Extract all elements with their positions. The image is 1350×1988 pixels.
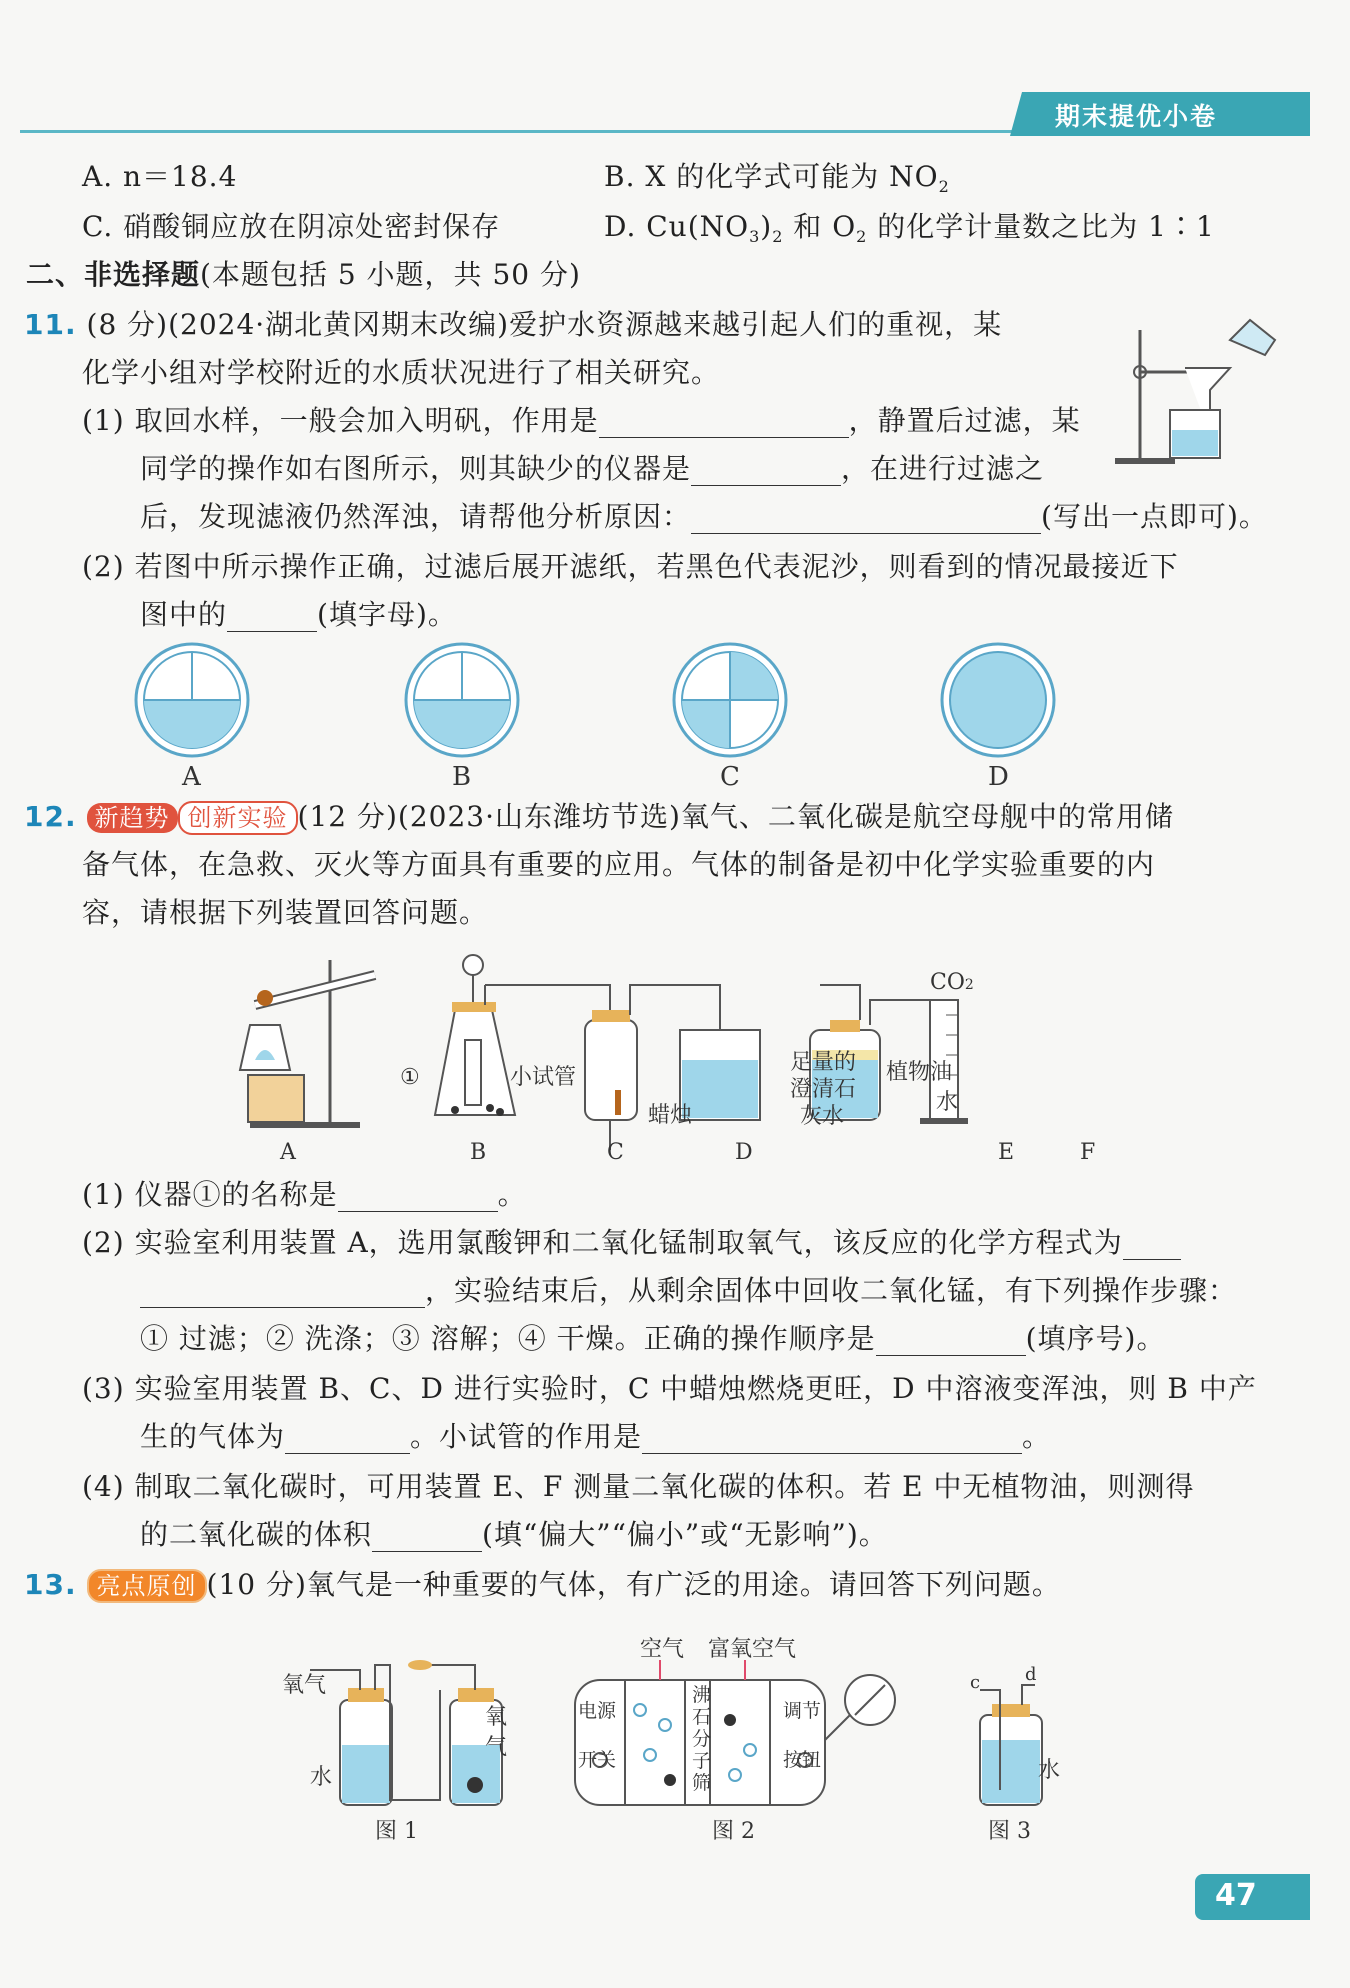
q11-line2: 化学小组对学校附近的水质状况进行了相关研究。 xyxy=(82,356,721,389)
apparatus-e: E xyxy=(998,1140,1015,1165)
q12-p4-line1: (4) 制取二氧化碳时，可用装置 E、F 测量二氧化碳的体积。若 E 中无植物油，则测得 xyxy=(82,1470,1195,1503)
figure-3 xyxy=(960,1680,1070,1810)
q12-p2-line3: ① 过滤；② 洗涤；③ 溶解；④ 干燥。正确的操作顺序是 (填序号)。 xyxy=(140,1322,1166,1355)
fig2-adjust-1: 调节 xyxy=(783,1700,822,1722)
q13-line1: 13. 亮点原创 (10 分)氧气是一种重要的气体，有广泛的用途。请回答下列问题。 xyxy=(24,1568,1061,1601)
section-tab-label: 期末提优小卷 xyxy=(1055,102,1218,131)
fig2-power-2: 开关 xyxy=(578,1749,617,1771)
circle-d xyxy=(942,644,1054,756)
q12-p3-line2: 生的气体为 。小试管的作用是 。 xyxy=(140,1420,1052,1453)
circle-c xyxy=(674,644,786,756)
fig2-rich-air: 富氧空气 xyxy=(708,1637,797,1662)
label-water-e: 水 xyxy=(936,1090,959,1115)
fig2-air: 空气 xyxy=(640,1637,685,1662)
page-number: 47 xyxy=(1215,1878,1257,1913)
q11-line1: 11. (8 分)(2024·湖北黄冈期末改编)爱护水资源越来越引起人们的重视，某 xyxy=(24,308,1003,341)
circle-b xyxy=(406,644,518,756)
fig2-sieve-4: 子 xyxy=(692,1750,712,1772)
q12-p4-line2: 的二氧化碳的体积 (填“偏大”“偏小”或“无影响”)。 xyxy=(140,1518,888,1551)
fig2-sieve-2: 石 xyxy=(692,1706,712,1728)
circle-label-b: B xyxy=(452,762,472,792)
label-limewater-3: 灰水 xyxy=(800,1104,845,1129)
apparatus-d: D xyxy=(735,1140,753,1165)
label-small-tube: 小试管 xyxy=(510,1065,577,1090)
fig2-sieve-5: 筛 xyxy=(692,1772,712,1794)
circle-a xyxy=(136,644,248,756)
fig1-oxygen-right-1: 氧 xyxy=(485,1705,508,1730)
apparatus-f: F xyxy=(1080,1140,1096,1165)
q11-p2-line1: (2) 若图中所示操作正确，过滤后展开滤纸，若黑色代表泥沙，则看到的情况最接近下 xyxy=(82,550,1179,583)
fig1-oxygen-right-2: 气 xyxy=(485,1735,508,1760)
label-limewater-2: 澄清石 xyxy=(790,1077,857,1102)
filtration-diagram xyxy=(1100,300,1280,470)
label-co2: CO2 xyxy=(930,970,974,995)
figure-2 xyxy=(570,1660,900,1810)
apparatus-diagram xyxy=(230,950,1130,1170)
q12-p1: (1) 仪器①的名称是 。 xyxy=(82,1178,527,1211)
option-c: C. 硝酸铜应放在阴凉处密封保存 xyxy=(82,210,501,243)
fig3-caption: 图 3 xyxy=(988,1819,1031,1844)
q11-p1-line1: (1) 取回水样，一般会加入明矾，作用是 ，静置后过滤，某 xyxy=(82,404,1081,437)
section-title: 二、非选择题(本题包括 5 小题，共 50 分) xyxy=(26,258,581,291)
q12-line3: 容，请根据下列装置回答问题。 xyxy=(82,896,489,929)
option-a: A. n＝18.4 xyxy=(82,160,238,193)
q12-line2: 备气体，在急救、灭火等方面具有重要的应用。气体的制备是初中化学实验重要的内 xyxy=(82,848,1156,881)
fig1-caption: 图 1 xyxy=(375,1819,418,1844)
label-vegetable-oil: 植物油 xyxy=(886,1060,953,1085)
label-limewater-1: 足量的 xyxy=(790,1050,857,1075)
fig3-d: d xyxy=(1025,1664,1037,1685)
fig2-power-1: 电源 xyxy=(578,1700,617,1722)
label-candle: 蜡烛 xyxy=(648,1103,693,1128)
q11-p1-line2: 同学的操作如右图所示，则其缺少的仪器是 ，在进行过滤之 xyxy=(140,452,1045,485)
fig3-water: 水 xyxy=(1038,1758,1061,1783)
fig2-sieve-1: 沸 xyxy=(692,1684,712,1706)
q11-p1-line3: 后，发现滤液仍然浑浊，请帮他分析原因： (写出一点即可)。 xyxy=(140,500,1268,533)
option-b: B. X 的化学式可能为 $NO_2$ xyxy=(604,160,950,196)
fig2-sieve-3: 分 xyxy=(692,1728,712,1750)
fig3-c: c xyxy=(970,1672,981,1693)
fig1-oxygen-left: 氧气 xyxy=(282,1673,327,1698)
q11-p2-line2: 图中的 (填字母)。 xyxy=(140,598,457,631)
badge-original: 亮点原创 xyxy=(87,1569,207,1603)
circle-label-c: C xyxy=(720,762,740,792)
circle-label-a: A xyxy=(182,762,201,792)
q12-p2-line1: (2) 实验室利用装置 A，选用氯酸钾和二氧化锰制取氧气，该反应的化学方程式为 xyxy=(82,1226,1181,1260)
label-circled-1: ① xyxy=(400,1065,420,1090)
badge-innovative-experiment: 创新实验 xyxy=(178,801,298,835)
apparatus-a: A xyxy=(280,1140,296,1165)
q12-p2-line2: ，实验结束后，从剩余固体中回收二氧化锰，有下列操作步骤： xyxy=(140,1274,1237,1308)
apparatus-c: C xyxy=(607,1140,624,1165)
circle-label-d: D xyxy=(988,762,1009,792)
apparatus-b: B xyxy=(470,1140,487,1165)
q12-line1: 12. 新趋势 创新实验 (12 分)(2023·山东潍坊节选)氧气、二氧化碳是航空母舰中的常用储 xyxy=(24,800,1174,833)
fig2-adjust-2: 按钮 xyxy=(783,1749,822,1771)
fig1-water: 水 xyxy=(310,1765,333,1790)
option-d: D. $Cu(NO_3)_2$ 和 $O_2$ 的化学计量数之比为 1∶1 xyxy=(604,210,1215,246)
badge-new-trend: 新趋势 xyxy=(87,803,178,833)
filter-paper-options xyxy=(130,640,1130,760)
fig2-caption: 图 2 xyxy=(712,1819,755,1844)
q12-p3-line1: (3) 实验室用装置 B、C、D 进行实验时，C 中蜡烛燃烧更旺，D 中溶液变浑浊，则 B 中产 xyxy=(82,1372,1257,1405)
